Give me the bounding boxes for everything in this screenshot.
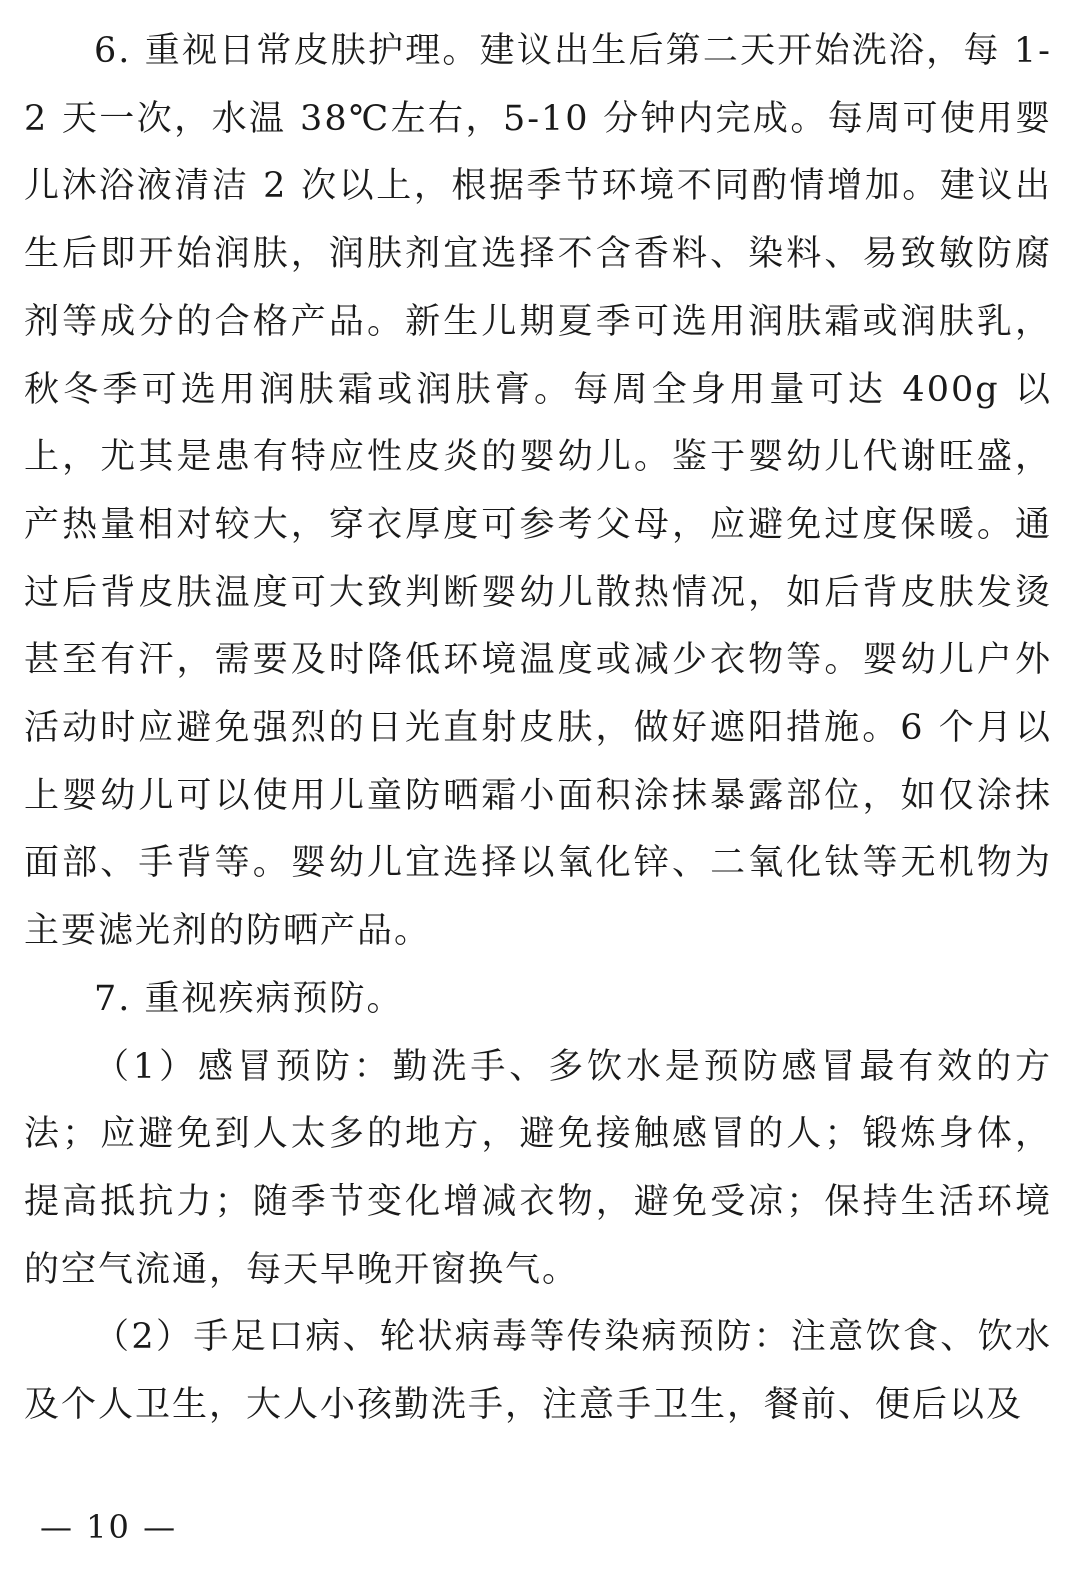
paragraph-disease-prevention-heading: 7. 重视疾病预防。 xyxy=(94,978,404,1019)
paragraph-skin-care: 6. 重视日常皮肤护理。建议出生后第二天开始洗浴，每 1-2 天一次，水温 38℃左右，5-10 分钟内完成。每周可使用婴儿沐浴液清洁 2 次以上，根据季节环境不同酌情增加。建议出生后即开始润肤，润肤剂宜选择不含香料、染料、易致敏防腐剂等成分的合格产品。新生儿期夏季可选用润肤霜或润肤乳，秋冬季可选用润肤霜或润肤膏。每周全身用量可达 400g 以上，尤其是患有特应性皮炎的婴幼儿。鉴于婴幼儿代谢旺盛，产热量相对较大，穿衣厚度可参考父母，应避免过度保暖。通过后背皮肤温度可大致判断婴幼儿散热情况，如后背皮肤发烫甚至有汗，需要及时降低环境温度或减少衣物等。婴幼儿户外活动时应避免强烈的日光直射皮肤，做好遮阳措施。6 个月以上婴幼儿可以使用儿童防晒霜小面积涂抹暴露部位，如仅涂抹面部、手背等。婴幼儿宜选择以氧化锌、二氧化钛等无机物为主要滤光剂的防晒产品。 xyxy=(24,31,1052,952)
document-body xyxy=(24,18,1052,1440)
paragraph-infectious-disease-prevention: （2）手足口病、轮状病毒等传染病预防：注意饮食、饮水及个人卫生，大人小孩勤洗手，注意手卫生，餐前、便后以及 xyxy=(24,1317,1052,1426)
paragraph-cold-prevention: （1）感冒预防：勤洗手、多饮水是预防感冒最有效的方法；应避免到人太多的地方，避免接触感冒的人；锻炼身体，提高抵抗力；随季节变化增减衣物，避免受凉；保持生活环境的空气流通，每天早晚开窗换气。 xyxy=(24,1046,1052,1290)
page-number: — 10 — xyxy=(40,1508,178,1546)
